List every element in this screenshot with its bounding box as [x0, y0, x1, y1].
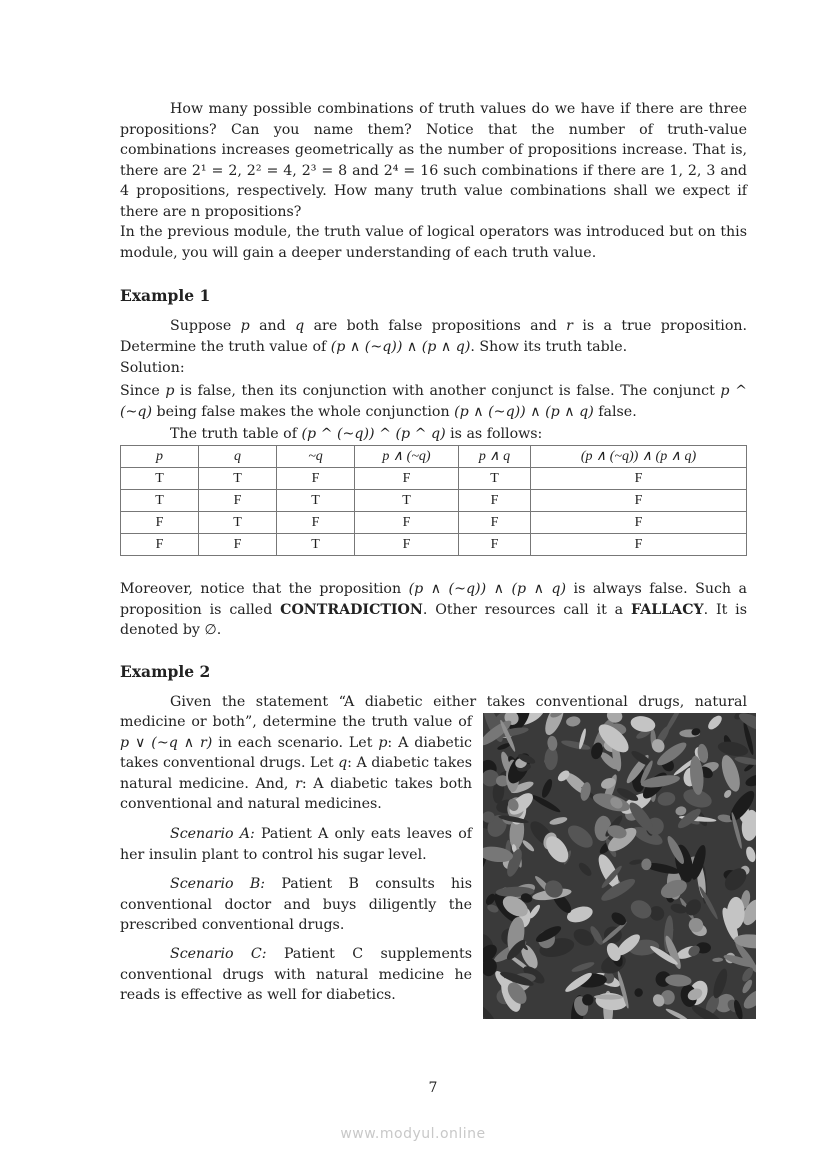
- leaf-shape: [577, 861, 594, 878]
- leaf-shape: [549, 816, 568, 827]
- leaf-shape: [565, 716, 581, 728]
- watermark: www.modyul.online: [340, 1126, 486, 1142]
- scenario-a: Scenario A: Patient A only eats leaves of her insulin plant to control his sugar level.: [120, 826, 472, 863]
- table-cell: F: [531, 468, 747, 490]
- leaf-shape: [744, 845, 756, 863]
- table-cell: F: [459, 534, 531, 556]
- table-cell: F: [355, 468, 459, 490]
- table-cell: F: [121, 512, 199, 534]
- table-cell: F: [531, 490, 747, 512]
- example-2-statement: medicine or both”, determine the truth value of p ∨ (~q ∧ r) in each scenario. Let p: A diabetic takes conventional drugs. Let q: A diabetic takes natural medicine. And, r: A diabetic takes both conventional and natural medicines.: [120, 714, 473, 813]
- scenario-c: Scenario C: Patient C supplements conventional drugs with natural medicine he reads is effective as well for diabetics.: [120, 946, 472, 1004]
- table-cell: F: [459, 512, 531, 534]
- leaf-shape: [483, 1000, 497, 1019]
- truth-table: [120, 445, 747, 556]
- example-2-first-line: Given the statement “A diabetic either takes conventional drugs, natural: [170, 694, 747, 710]
- intro-paragraph-2: In the previous module, the truth value of logical operators was introduced but on this module, you will gain a deeper understanding of each truth value.: [120, 224, 747, 261]
- scenario-b: Scenario B: Patient B consults his conventional doctor and buys diligently the prescribed conventional drugs.: [120, 876, 473, 934]
- table-row: [121, 512, 747, 534]
- table-cell: F: [531, 534, 747, 556]
- table-row: [121, 534, 747, 556]
- leaf-shape: [717, 739, 750, 758]
- leaf-shape: [657, 791, 677, 807]
- leaf-shape: [633, 987, 644, 998]
- leaf-shape: [698, 885, 720, 920]
- table-row: [121, 490, 747, 512]
- example-2-heading: Example 2: [120, 662, 211, 681]
- table-cell: p: [121, 446, 199, 468]
- solution-text: Since p is false, then its conjunction with another conjunct is false. The conjunct p ^ (~q) being false makes the whole conjunction (p ∧ (~q)) ∧ (p ∧ q) false.: [120, 383, 747, 420]
- leaf-shape: [665, 1007, 690, 1019]
- table-cell: T: [277, 534, 355, 556]
- table-cell: p ∧ (~q): [355, 446, 459, 468]
- table-header-row: [121, 446, 747, 468]
- table-cell: q: [199, 446, 277, 468]
- solution-label: Solution:: [120, 360, 185, 376]
- table-cell: F: [459, 490, 531, 512]
- table-cell: T: [199, 512, 277, 534]
- leaf-shape: [706, 713, 724, 731]
- leaf-shape: [723, 789, 733, 800]
- table-cell: T: [199, 468, 277, 490]
- table-cell: F: [355, 534, 459, 556]
- leaf-shape: [744, 772, 756, 789]
- example-1-heading: Example 1: [120, 286, 211, 305]
- page-number: 7: [428, 1080, 438, 1096]
- leaf-shape: [675, 806, 687, 817]
- table-cell: (p ∧ (~q)) ∧ (p ∧ q): [531, 446, 747, 468]
- contradiction-paragraph: Moreover, notice that the proposition (p ∧ (~q)) ∧ (p ∧ q) is always false. Such a proposition is called CONTRADICTION. Other resources call it a FALLACY. It is denoted by ∅.: [120, 581, 748, 639]
- intro-paragraph: How many possible combinations of truth values do we have if there are three propositions? Can you name them? Notice that the number of truth-value combinations increases geometrically as the number of propositions increase. That is, there are 2¹ = 2, 2² = 4, 2³ = 8 and 2⁴ = 16 such combinations if there are 1, 2, 3 and 4 propositions, respectively. How many truth value combinations shall we expect if there are n propositions?: [120, 101, 747, 220]
- leaf-shape: [629, 858, 643, 865]
- insulin-plant-photo: [483, 713, 756, 1019]
- leaf-shape: [521, 839, 535, 853]
- table-cell: T: [121, 468, 199, 490]
- table-cell: T: [355, 490, 459, 512]
- table-cell: F: [277, 512, 355, 534]
- table-cell: T: [277, 490, 355, 512]
- leaf-shape: [627, 897, 654, 923]
- table-cell: F: [199, 534, 277, 556]
- leaf-shape: [560, 739, 591, 752]
- table-cell: F: [531, 512, 747, 534]
- table-cell: ~q: [277, 446, 355, 468]
- table-cell: T: [459, 468, 531, 490]
- example-1-problem: Suppose p and q are both false propositions and r is a true proposition. Determine the truth value of (p ∧ (~q)) ∧ (p ∧ q). Show its truth table.: [120, 318, 748, 355]
- leaf-shape: [540, 778, 554, 799]
- table-cell: F: [121, 534, 199, 556]
- leaf-shape: [734, 755, 756, 766]
- leaf-shape: [712, 957, 723, 962]
- leaf-shape: [571, 960, 596, 973]
- leaf-shape: [609, 910, 628, 928]
- table-cell: F: [355, 512, 459, 534]
- table-cell: F: [277, 468, 355, 490]
- leaf-shape: [741, 978, 754, 994]
- truth-table-intro: The truth table of (p ^ (~q)) ^ (p ^ q) is as follows:: [170, 426, 543, 442]
- table-cell: F: [199, 490, 277, 512]
- table-cell: T: [121, 490, 199, 512]
- table-row: [121, 468, 747, 490]
- leaf-shape: [564, 821, 597, 852]
- table-cell: p ∧ q: [459, 446, 531, 468]
